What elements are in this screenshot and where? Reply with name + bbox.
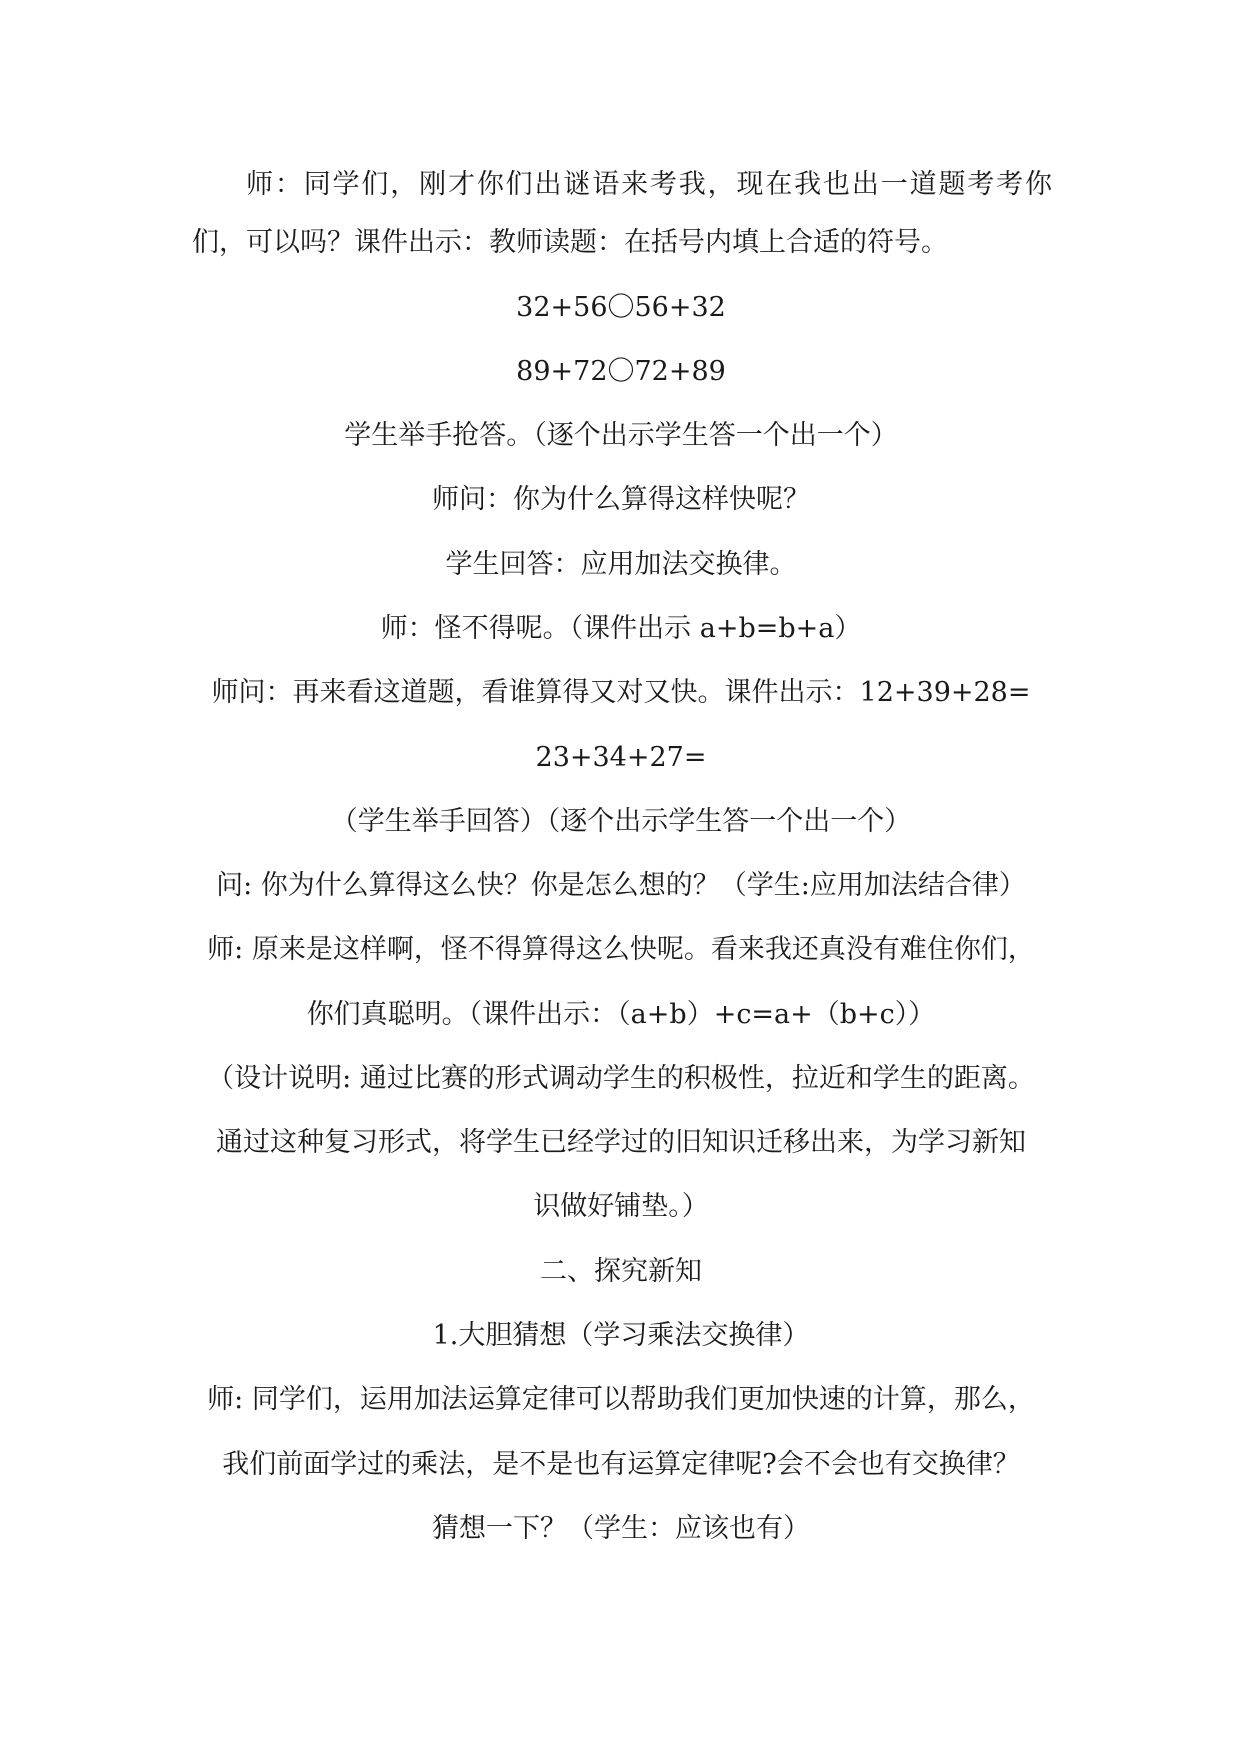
text-line: 学生回答：应用加法交换律。 bbox=[445, 549, 797, 580]
text-line: 识做好铺垫。） bbox=[533, 1191, 709, 1222]
subsection-heading: 1.大胆猜想（学习乘法交换律） bbox=[432, 1320, 810, 1351]
formula-line: 32+56〇56+32 bbox=[516, 292, 726, 323]
text-line: 师问：你为什么算得这样快呢？ bbox=[432, 484, 810, 515]
formula-line: 89+72〇72+89 bbox=[516, 356, 726, 387]
text-line: 师：同学们，刚才你们出谜语来考我，现在我也出一道题考考你 bbox=[246, 169, 1052, 200]
text-line: 你们真聪明。（课件出示：（a+b）+c=a+（b+c）） bbox=[306, 999, 936, 1030]
text-line: 猜想一下？（学生：应该也有） bbox=[432, 1513, 810, 1544]
text-line: 师问：再来看这道题，看谁算得又对又快。课件出示：12+39+28= bbox=[211, 677, 1031, 708]
text-line: 我们前面学过的乘法，是不是也有运算定律呢?会不会也有交换律？ bbox=[222, 1449, 1020, 1480]
formula-line: 23+34+27= bbox=[535, 742, 707, 773]
text-line: 师: 原来是这样啊，怪不得算得这么快呢。看来我还真没有难住你们， bbox=[207, 934, 1035, 965]
text-line: （设计说明: 通过比赛的形式调动学生的积极性，拉近和学生的距离。 bbox=[207, 1063, 1035, 1094]
text-line: 学生举手抢答。（逐个出示学生答一个出一个） bbox=[344, 420, 898, 451]
text-line: 通过这种复习形式，将学生已经学过的旧知识迁移出来，为学习新知 bbox=[216, 1127, 1026, 1158]
text-line: 问: 你为什么算得这么快？你是怎么想的？（学生:应用加法结合律） bbox=[216, 870, 1026, 901]
text-line: （学生举手回答）（逐个出示学生答一个出一个） bbox=[330, 806, 912, 837]
text-line: 们，可以吗？课件出示：教师读题：在括号内填上合适的符号。 bbox=[192, 227, 948, 258]
text-line: 师: 同学们，运用加法运算定律可以帮助我们更加快速的计算，那么， bbox=[207, 1384, 1035, 1415]
text-line: 师：怪不得呢。（课件出示 a+b=b+a） bbox=[380, 613, 862, 644]
section-heading: 二、探究新知 bbox=[540, 1256, 702, 1287]
